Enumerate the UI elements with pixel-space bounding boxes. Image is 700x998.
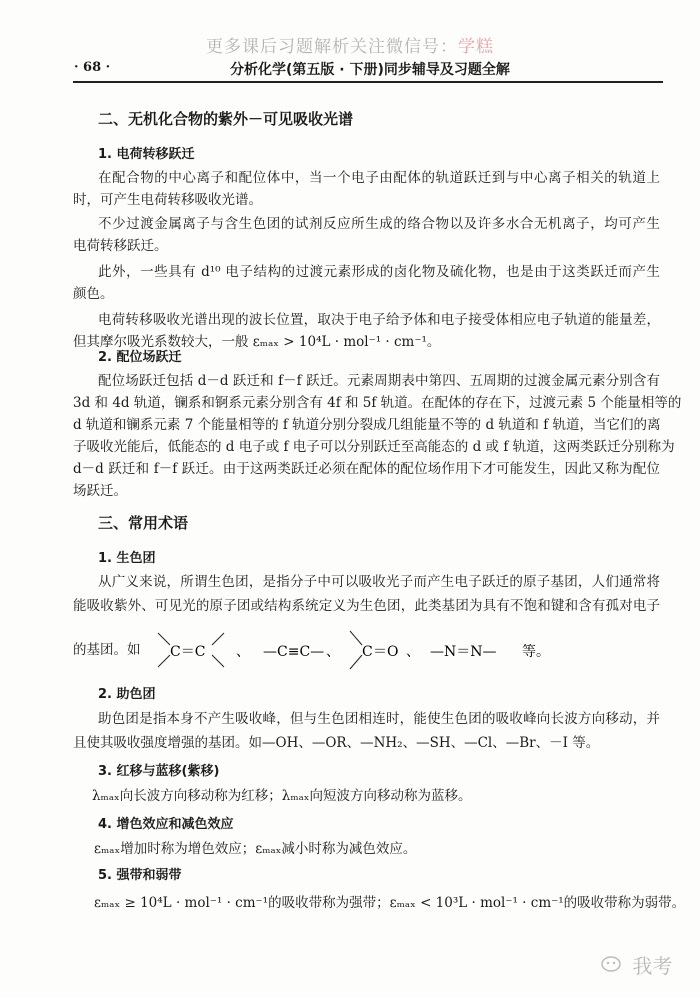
carbonyl-oxygen: ＝O bbox=[373, 644, 399, 660]
subsection-heading: 1. 生色团 bbox=[98, 551, 156, 566]
text-line: 助色团是指本身不产生吸收峰，但与生色团相连时，能使生色团的吸收峰向长波方向移动，并 bbox=[98, 711, 660, 727]
corner-watermark-text: 我考 bbox=[632, 954, 673, 978]
subsection-heading: 2. 配位场跃迁 bbox=[98, 350, 182, 365]
wechat-icon bbox=[600, 954, 626, 976]
text-line: εₘₐₓ ≥ 10⁴L · mol⁻¹ · cm⁻¹的吸收带称为强带；εₘₐₓ < 10³L · mol⁻¹ · cm⁻¹的吸收带称为弱带。 bbox=[94, 895, 686, 911]
subsection-heading: 5. 强带和弱带 bbox=[98, 868, 182, 883]
subsection-heading: 3. 红移与蓝移(紫移) bbox=[98, 764, 220, 779]
separator: 、 bbox=[236, 644, 250, 660]
text-line: 能吸收紫外、可见光的原子团或结构系统定义为生色团，此类基团为具有不饱和键和含有孤对电子 bbox=[73, 598, 660, 614]
text-line: 场跃迁。 bbox=[73, 483, 127, 499]
separator: 、 bbox=[406, 644, 420, 660]
section-heading: 三、常用术语 bbox=[98, 514, 189, 532]
etc-text: 等。 bbox=[522, 644, 550, 660]
text-line: 时，可产生电荷转移吸收光谱。 bbox=[73, 192, 262, 208]
header-rule bbox=[73, 81, 663, 83]
watermark-banner bbox=[0, 32, 700, 57]
section-heading: 二、无机化合物的紫外－可见吸收光谱 bbox=[98, 110, 354, 128]
alkyne-formula: —C≡C— bbox=[263, 644, 325, 660]
text-line: 此外，一些具有 d¹⁰ 电子结构的过渡元素形成的卤化物及硫化物，也是由于这类跃迁而产生 bbox=[98, 264, 660, 280]
text-line: 电荷转移吸收光谱出现的波长位置，取决于电子给予体和电子接受体相应电子轨道的能量差， bbox=[98, 312, 660, 328]
carbonyl-structure bbox=[350, 631, 362, 669]
text-line: 不少过渡金属离子与含生色团的试剂反应所生成的络合物以及许多水合无机离子，均可产生 bbox=[98, 216, 660, 232]
text-line: λₘₐₓ向长波方向移动称为红移；λₘₐₓ向短波方向移动称为蓝移。 bbox=[92, 788, 472, 804]
text-line: 颜色。 bbox=[73, 286, 114, 302]
chromophore-structures bbox=[150, 625, 550, 675]
subsection-heading: 1. 电荷转移跃迁 bbox=[98, 147, 195, 162]
text-line: 但其摩尔吸光系数较大，一般 εₘₐₓ > 10⁴L · mol⁻¹ · cm⁻¹。 bbox=[73, 334, 441, 350]
subsection-heading: 2. 助色团 bbox=[98, 687, 156, 702]
text-line: d 轨道和镧系元素 7 个能量相等的 f 轨道分别分裂成几组能量不等的 d 轨道和 f 轨道，当它们的离 bbox=[73, 417, 661, 433]
text-line: 配位场跃迁包括 d－d 跃迁和 f－f 跃迁。元素周期表中第四、五周期的过渡金属元素分别含有 bbox=[98, 373, 660, 389]
separator: 、 bbox=[326, 644, 340, 660]
text-line: 子吸收光能后，低能态的 d 电子或 f 电子可以分别跃迁至高能态的 d 或 f 轨道，这两类跃迁分别称为 bbox=[73, 439, 675, 455]
page-number: · 68 · bbox=[74, 60, 111, 75]
text-line: 3d 和 4d 轨道，镧系和锕系元素分别含有 4f 和 5f 轨道。在配体的存在下，过渡元素 5 个能量相等的 bbox=[73, 395, 682, 411]
corner-watermark bbox=[600, 950, 672, 979]
azo-formula: —N＝N— bbox=[430, 644, 497, 660]
text-line: 且使其吸收强度增强的基团。如—OH、—OR、—NH₂、—SH、—Cl、—Br、－I 等。 bbox=[73, 735, 600, 751]
running-header: 分析化学(第五版 · 下册)同步辅导及习题全解 bbox=[230, 62, 510, 78]
watermark-text: 更多课后习题解析关注微信号： bbox=[206, 37, 458, 57]
text-line: εₘₐₓ增加时称为增色效应；εₘₐₓ减小时称为减色效应。 bbox=[94, 841, 417, 857]
carbonyl-carbon: C bbox=[362, 644, 373, 660]
text-line: 电荷转移跃迁。 bbox=[73, 238, 168, 254]
text-line: 从广义来说，所谓生色团，是指分子中可以吸收光子而产生电子跃迁的原子基团，人们通常将 bbox=[98, 574, 660, 590]
alkene-formula: C＝C bbox=[170, 644, 206, 660]
subsection-heading: 4. 增色效应和减色效应 bbox=[98, 817, 234, 832]
text-line: d－d 跃迁和 f－f 跃迁。由于这两类跃迁必须在配体的配位场作用下才可能发生，因此又称为配位 bbox=[73, 461, 660, 477]
text-line: 在配合物的中心离子和配位体中，当一个电子由配体的轨道跃迁到与中心离子相关的轨道上 bbox=[98, 170, 660, 186]
watermark-account: 学糕 bbox=[458, 37, 494, 57]
text-line: 的基团。如 bbox=[73, 642, 141, 658]
